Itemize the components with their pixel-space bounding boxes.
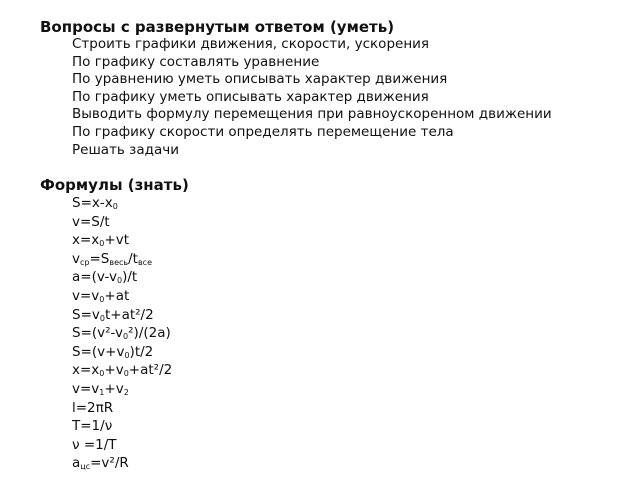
formula-subscript: 0 (99, 369, 105, 379)
formula (72, 399, 172, 418)
formula (72, 454, 172, 473)
formula (72, 361, 172, 380)
formula (72, 287, 172, 306)
formula-text: t+at²/2 (104, 306, 154, 323)
formula-subscript: весь (109, 257, 129, 267)
formulas-list (72, 194, 172, 473)
list-item: По графику уметь описывать характер движения (72, 88, 429, 105)
formula-subscript: цс (80, 462, 91, 472)
formula-subscript: 0 (116, 276, 123, 286)
formula (72, 250, 172, 269)
formula-text: +v (104, 362, 124, 379)
list-item: Выводить формулу перемещения при равноускоренном движении (72, 106, 552, 123)
formula-subscript: 0 (124, 350, 130, 360)
formula-text: v=v (72, 380, 100, 397)
list-item: Строить графики движения, скорости, ускорения (72, 36, 430, 52)
section-title-questions: Вопросы с развернутым ответом (уметь) (40, 18, 395, 36)
formula-subscript: 0 (123, 369, 129, 379)
formula (72, 324, 172, 343)
formula-text: S=(v²-v (72, 325, 124, 342)
formula-subscript: 1 (99, 387, 105, 397)
formula-text: =S (89, 250, 110, 267)
formula (72, 417, 172, 436)
formula-subscript: ср (80, 257, 90, 267)
formula-text: T=1/ν (72, 418, 113, 435)
formula-text: +v (104, 380, 124, 397)
questions-list (72, 36, 552, 159)
formula-subscript: 0 (99, 294, 105, 304)
formula-subscript: все (137, 257, 153, 267)
list-item: Решать задачи (72, 141, 179, 158)
formula (72, 231, 172, 250)
formula (72, 194, 172, 213)
formula-text: +at²/2 (128, 362, 173, 379)
formula-text: x=x (72, 362, 100, 379)
formula-text: ²)/(2a) (128, 325, 171, 342)
formula-text: a=(v-v (72, 269, 117, 286)
formula-text: /t (128, 250, 138, 267)
formula-text: v=v (72, 287, 100, 304)
formula-text: v (72, 250, 80, 267)
formula-text: S=(v+v (72, 343, 125, 360)
formula-text: )/t (122, 269, 138, 286)
formula (72, 306, 172, 325)
formula (72, 436, 172, 455)
formula-text: =v²/R (90, 455, 129, 472)
formula-text: x=x (72, 232, 100, 249)
list-item: По графику составлять уравнение (72, 53, 320, 70)
list-item: По уравнению уметь описывать характер движения (72, 71, 448, 88)
formula-subscript: 0 (123, 332, 129, 342)
formula (72, 213, 172, 232)
section-title-formulas: Формулы (знать) (40, 176, 189, 194)
list-item: По графику скорости определять перемещение тела (72, 123, 454, 140)
formula (72, 343, 172, 362)
formula-text: +vt (104, 232, 129, 249)
formula-subscript: 0 (99, 239, 105, 249)
formula-subscript: 0 (112, 202, 118, 211)
formula (72, 380, 172, 399)
formula-subscript: 2 (123, 387, 129, 397)
formula-text: S=x-x (72, 195, 113, 211)
formula-subscript: 0 (99, 313, 105, 323)
formula-text: a (72, 455, 81, 472)
formula (72, 268, 172, 287)
formula-text: l=2πR (72, 399, 114, 416)
formula-text: ν =1/T (72, 436, 117, 453)
formula-text: )t/2 (129, 343, 154, 360)
formula-text: S=v (72, 306, 100, 323)
formula-text: +at (104, 287, 130, 304)
formula-text: v=S/t (72, 213, 110, 230)
